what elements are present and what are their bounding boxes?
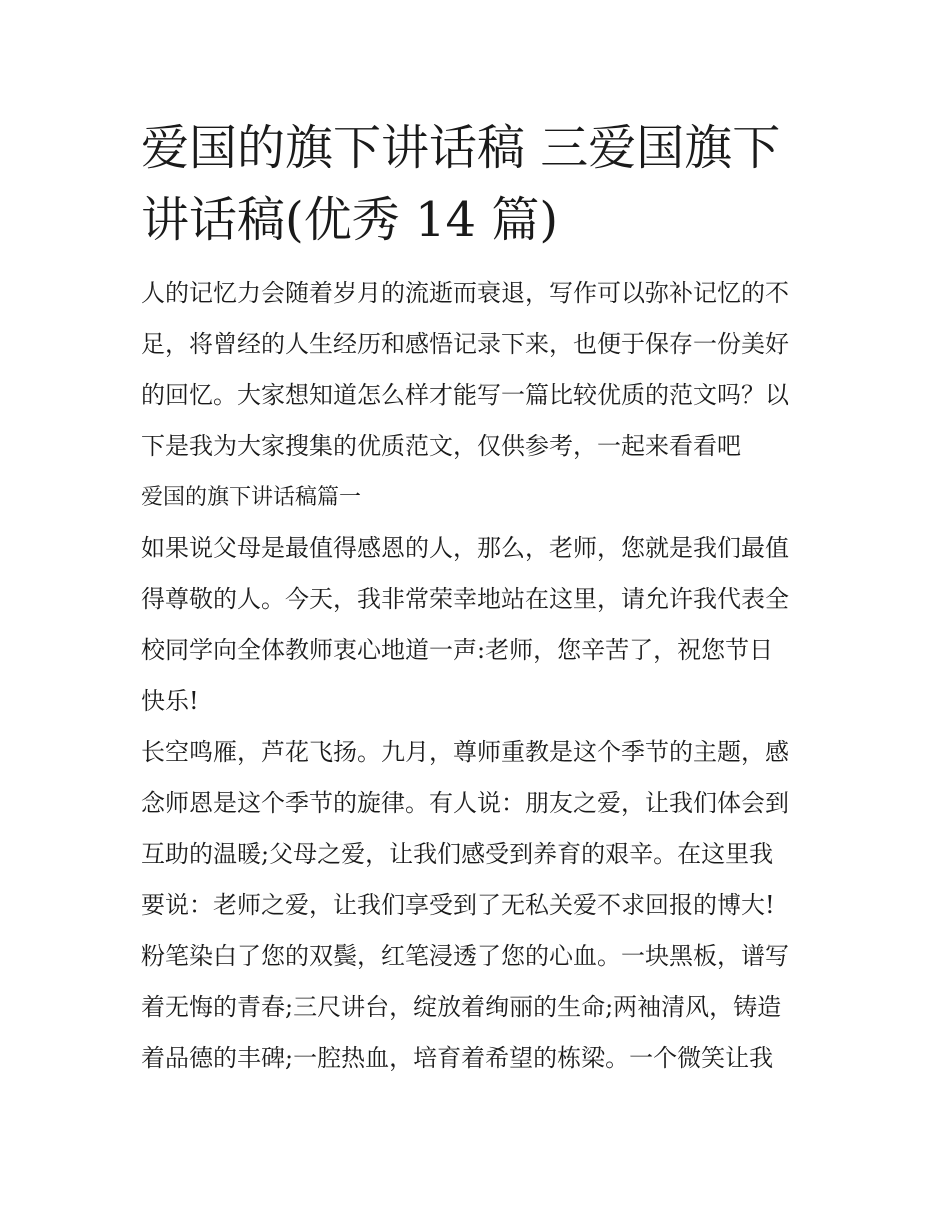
title-line-1: 爱国的旗下讲话稿 三爱国旗下 bbox=[141, 120, 781, 176]
body-line-11: 念师恩是这个季节的旋律。有人说：朋友之爱，让我们体会到 bbox=[141, 789, 789, 817]
body-line-6: 如果说父母是最值得感恩的人，那么，老师，您就是我们最值 bbox=[141, 534, 789, 562]
section-heading: 爱国的旗下讲话稿篇一 bbox=[141, 485, 362, 510]
body-line-12: 互助的温暖;父母之爱，让我们感受到养育的艰辛。在这里我 bbox=[141, 840, 774, 868]
document-title bbox=[141, 112, 817, 256]
body-line-2: 足，将曾经的人生经历和感悟记录下来，也便于保存一份美好 bbox=[141, 330, 789, 358]
body-line-16: 着品德的丰碑;一腔热血，培育着希望的栋梁。一个微笑让我 bbox=[141, 1044, 774, 1072]
body-line-14: 粉笔染白了您的双鬓，红笔浸透了您的心血。一块黑板，谱写 bbox=[141, 942, 789, 970]
title-line-2: 讲话稿(优秀 14 篇) bbox=[141, 192, 559, 248]
body-line-13: 要说：老师之爱，让我们享受到了无私关爱不求回报的博大! bbox=[141, 891, 775, 919]
body-line-7: 得尊敬的人。今天，我非常荣幸地站在这里，请允许我代表全 bbox=[141, 585, 789, 613]
body-line-3: 的回忆。大家想知道怎么样才能写一篇比较优质的范文吗？以 bbox=[141, 381, 789, 409]
document-content bbox=[141, 112, 817, 1084]
body-line-8: 校同学向全体教师衷心地道一声:老师，您辛苦了，祝您节日 bbox=[141, 636, 774, 664]
body-line-15: 着无悔的青春;三尺讲台，绽放着绚丽的生命;两袖清风，铸造 bbox=[141, 993, 782, 1021]
body-line-1: 人的记忆力会随着岁月的流逝而衰退，写作可以弥补记忆的不 bbox=[141, 279, 789, 307]
body-line-4: 下是我为大家搜集的优质范文，仅供参考，一起来看看吧 bbox=[141, 432, 741, 460]
document-body bbox=[141, 268, 817, 1084]
body-line-10: 长空鸣雁，芦花飞扬。九月，尊师重教是这个季节的主题，感 bbox=[141, 738, 789, 766]
body-line-9: 快乐! bbox=[141, 687, 199, 715]
